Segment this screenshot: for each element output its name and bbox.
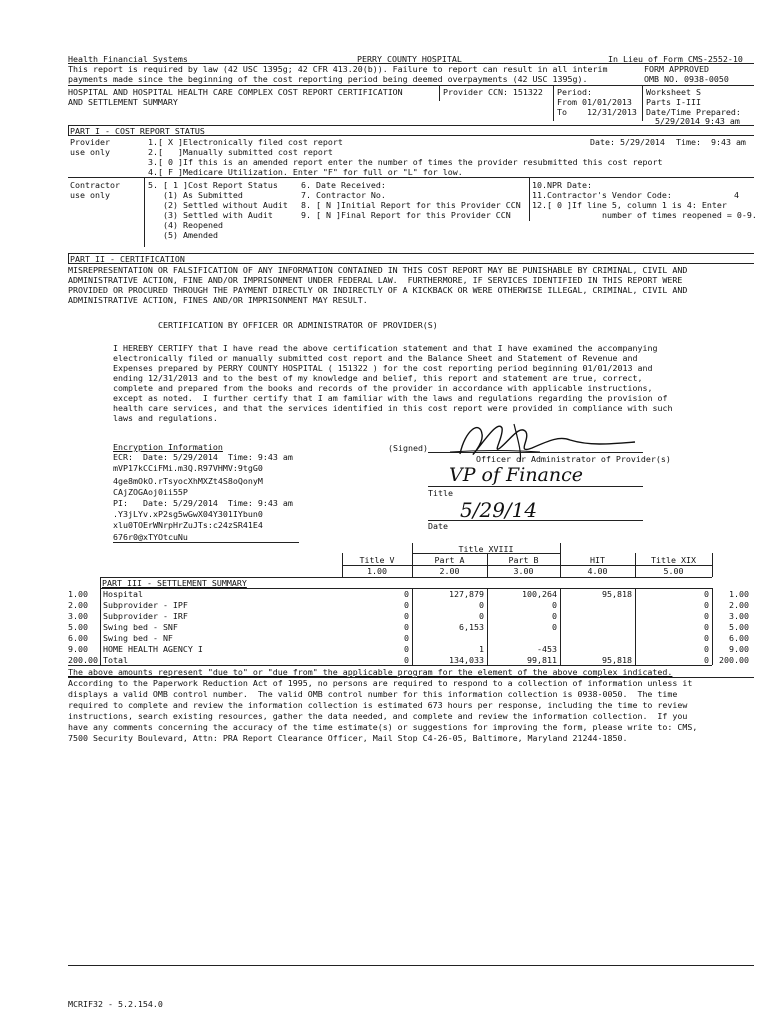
row-value: 0 <box>704 611 709 621</box>
contractor-5-3: (3) Settled with Audit <box>163 210 273 220</box>
row-label: Subprovider - IPF <box>103 600 188 610</box>
org-name: Health Financial Systems <box>68 54 188 64</box>
row-value: 134,033 <box>449 655 484 665</box>
form-approved: FORM APPROVED <box>644 64 709 74</box>
settlement-note: The above amounts represent "due to" or "due from" the applicable program for the element of the above complex indicated. <box>68 667 673 677</box>
officer-label: Officer or Administrator of Provider(s) <box>476 454 671 464</box>
warning-line-3: PROVIDED OR PROCURED THROUGH THE PAYMENT DIRECTLY OR INDIRECTLY OF A KICKBACK OR WERE OTHERWISE ILLEGAL, CRIMINAL, CIVIL AND <box>68 285 688 295</box>
col-header-4: HIT <box>590 555 605 565</box>
cert-statement-8: laws and regulations. <box>113 413 218 423</box>
row-value: 0 <box>704 600 709 610</box>
col-num-1: 1.00 <box>367 566 387 576</box>
encryption-ecr-code-1: mVP17kCCiFMi.m3Q.R97VHMV:9tgG0 <box>113 463 263 473</box>
contractor-9: 9. [ N ]Final Report for this Provider CCN <box>301 210 511 220</box>
paperwork-line-6: 7500 Security Boulevard, Attn: PRA Report Clearance Officer, Mail Stop C4-26-05, Baltimore, Maryland 21244-1850. <box>68 733 628 743</box>
col-num-4: 4.00 <box>587 566 608 576</box>
part3-title: PART III - SETTLEMENT SUMMARY <box>102 578 247 588</box>
contractor-5-1: (1) As Submitted <box>163 190 243 200</box>
warning-line-2: ADMINISTRATIVE ACTION, FINE AND/OR IMPRISONMENT UNDER FEDERAL LAW. FURTHERMORE, IF SERVICES IDENTIFIED IN THIS REPORT WERE <box>68 275 683 285</box>
paperwork-line-4: instructions, search existing resources, gather the data needed, and complete and review the information collection. If you <box>68 711 688 721</box>
col-num-3: 3.00 <box>513 566 534 576</box>
contractor-5: 5. [ 1 ]Cost Report Status <box>148 180 278 190</box>
cert-statement-6: except as noted. I further certify that I am familiar with the laws and regulations regarding the provision of <box>113 393 668 403</box>
row-value: 0 <box>704 589 709 599</box>
status-time: Time: 9:43 am <box>676 137 746 147</box>
paperwork-line-5: have any comments concerning the accuracy of the time estimate(s) or suggestions for improving the form, please write to: CMS, <box>68 722 698 732</box>
encryption-title: Encryption Information <box>113 442 223 452</box>
encryption-ecr: ECR: Date: 5/29/2014 Time: 9:43 am <box>113 452 293 462</box>
encryption-pi-code-3: 676r0@xTYOtcuNu <box>113 532 188 542</box>
row-value: 0 <box>704 633 709 643</box>
date-label: Date <box>428 521 448 531</box>
cert-statement-5: complete and prepared from the books and records of the provider in accordance with applicable instructions, <box>113 383 653 393</box>
status-line-1: 1.[ X ]Electronically filed cost report <box>148 137 343 147</box>
row-label: HOME HEALTH AGENCY I <box>103 644 203 654</box>
row-value: 0 <box>704 644 709 654</box>
row-value: 0 <box>404 644 409 654</box>
title-label: Title <box>428 488 453 498</box>
row-value: 0 <box>552 622 557 632</box>
vendor-code-value: 4 <box>734 190 739 200</box>
title-xviii-header: Title XVIII <box>458 544 514 554</box>
row-number: 5.00 <box>68 622 88 632</box>
provider-use-label: Provider <box>70 137 110 147</box>
paperwork-line-1: According to the Paperwork Reduction Act of 1995, no persons are required to respond to a collection of information unless it <box>68 678 693 688</box>
row-label: Hospital <box>103 589 143 599</box>
row-value: 0 <box>704 655 709 665</box>
warning-line-4: ADMINISTRATIVE ACTION, FINES AND/OR IMPRISONMENT MAY RESULT. <box>68 295 368 305</box>
row-label: Subprovider - IRF <box>103 611 188 621</box>
row-value: 0 <box>479 600 484 610</box>
worksheet-label: Worksheet S <box>646 87 701 97</box>
contractor-5-5: (5) Amended <box>163 230 218 240</box>
cert-statement-3: Expenses prepared by PERRY COUNTY HOSPITAL ( 151322 ) for the cost reporting period beginning 01/01/2013 and <box>113 363 653 373</box>
status-line-4: 4.[ F ]Medicare Utilization. Enter "F" for full or "L" for low. <box>148 167 463 177</box>
parts-label: Parts I-III <box>646 97 701 107</box>
date-prepared-label: Date/Time Prepared: <box>646 107 741 117</box>
row-number-right: 2.00 <box>729 600 749 610</box>
cert-title: HOSPITAL AND HOSPITAL HEALTH CARE COMPLEX COST REPORT CERTIFICATION <box>68 87 403 97</box>
handwritten-date: 5/29/14 <box>460 498 538 522</box>
row-value: 0 <box>552 611 557 621</box>
col-header-2: Part A <box>434 555 465 565</box>
row-value: 0 <box>552 600 557 610</box>
row-number: 1.00 <box>68 589 88 599</box>
signed-label: (Signed) <box>388 443 428 453</box>
row-label: Swing bed - NF <box>103 633 173 643</box>
row-label: Swing bed - SNF <box>103 622 178 632</box>
contractor-6: 6. Date Received: <box>301 180 386 190</box>
row-number: 200.00 <box>68 655 98 665</box>
period-to: To 12/31/2013 <box>557 107 637 117</box>
header-line1: This report is required by law (42 USC 1395g; 42 CFR 413.20(b)). Failure to report can result in all interim <box>68 64 608 74</box>
encryption-ecr-code-3: CAjZOGAoj0ii55P <box>113 487 188 497</box>
row-number-right: 5.00 <box>729 622 749 632</box>
row-value: 95,818 <box>602 655 632 665</box>
col-header-3: Part B <box>508 555 539 565</box>
col-num-5: 5.00 <box>663 566 684 576</box>
provider-use-label-2: use only <box>70 147 110 157</box>
col-header-5: Title XIX <box>651 555 696 565</box>
row-value: 99,811 <box>527 655 557 665</box>
cert-heading: CERTIFICATION BY OFFICER OR ADMINISTRATOR OF PROVIDER(S) <box>158 320 438 330</box>
paperwork-line-2: displays a valid OMB control number. The valid OMB control number for this information collection is 0938-0050. The time <box>68 689 678 699</box>
row-number: 6.00 <box>68 633 88 643</box>
contractor-5-2: (2) Settled without Audit <box>163 200 288 210</box>
hospital-name: PERRY COUNTY HOSPITAL <box>357 54 462 64</box>
row-value: -453 <box>537 644 557 654</box>
period-from: From 01/01/2013 <box>557 97 632 107</box>
status-line-2: 2.[ ]Manually submitted cost report <box>148 147 333 157</box>
paperwork-line-3: required to complete and review the information collection is estimated 673 hours per response, including the time to review <box>68 700 688 710</box>
cert-statement-2: electronically filed or manually submitted cost report and the Balance Sheet and Statement of Revenue and <box>113 353 638 363</box>
contractor-11: 11.Contractor's Vendor Code: <box>532 190 672 200</box>
row-value: 0 <box>404 633 409 643</box>
contractor-use-label-2: use only <box>70 190 110 200</box>
row-value: 6,153 <box>459 622 484 632</box>
warning-line-1: MISREPRESENTATION OR FALSIFICATION OF ANY INFORMATION CONTAINED IN THIS COST REPORT MAY BE PUNISHABLE BY CRIMINAL, CIVIL AND <box>68 265 688 275</box>
col-header-1: Title V <box>359 555 395 565</box>
cert-title-2: AND SETTLEMENT SUMMARY <box>68 97 178 107</box>
col-num-2: 2.00 <box>439 566 460 576</box>
cert-statement-7: health care services, and that the services identified in this cost report were provided in compliance with such <box>113 403 673 413</box>
period-label: Period: <box>557 87 592 97</box>
row-value: 0 <box>404 600 409 610</box>
row-number-right: 9.00 <box>729 644 749 654</box>
row-value: 0 <box>404 655 409 665</box>
handwritten-title: VP of Finance <box>449 464 584 486</box>
contractor-12-b: number of times reopened = 0-9. <box>602 210 757 220</box>
form-number: In Lieu of Form CMS-2552-10 <box>608 54 743 64</box>
contractor-12: 12.[ 0 ]If line 5, column 1 is 4: Enter <box>532 200 727 210</box>
row-value: 1 <box>479 644 484 654</box>
encryption-pi-code-1: .Y3jLYv.xP2sg5wGwX04Y301IYbun0 <box>113 509 263 519</box>
row-value: 100,264 <box>522 589 557 599</box>
contractor-10: 10.NPR Date: <box>532 180 592 190</box>
row-label: Total <box>103 655 128 665</box>
part1-title: PART I - COST REPORT STATUS <box>70 126 205 136</box>
contractor-5-4: (4) Reopened <box>163 220 223 230</box>
footer-code: MCRIF32 - 5.2.154.0 <box>68 999 163 1009</box>
row-value: 95,818 <box>602 589 632 599</box>
date-prepared-value: 5/29/2014 9:43 am <box>655 116 740 126</box>
status-date: Date: 5/29/2014 <box>590 137 665 147</box>
row-value: 0 <box>404 622 409 632</box>
contractor-7: 7. Contractor No. <box>301 190 386 200</box>
row-value: 0 <box>479 611 484 621</box>
row-number-right: 1.00 <box>729 589 749 599</box>
row-value: 0 <box>404 611 409 621</box>
row-value: 127,879 <box>449 589 484 599</box>
encryption-pi: PI: Date: 5/29/2014 Time: 9:43 am <box>113 498 293 508</box>
provider-ccn: Provider CCN: 151322 <box>443 87 543 97</box>
row-number: 3.00 <box>68 611 88 621</box>
header-line2: payments made since the beginning of the cost reporting period being deemed overpayments (42 USC 1395g). <box>68 74 588 84</box>
row-number-right: 6.00 <box>729 633 749 643</box>
row-number-right: 200.00 <box>719 655 749 665</box>
row-value: 0 <box>704 622 709 632</box>
status-line-3: 3.[ 0 ]If this is an amended report enter the number of times the provider resubmitted this cost report <box>148 157 663 167</box>
contractor-8: 8. [ N ]Initial Report for this Provider CCN <box>301 200 521 210</box>
omb-number: OMB NO. 0938-0050 <box>644 74 729 84</box>
row-value: 0 <box>404 589 409 599</box>
encryption-ecr-code-2: 4ge8mOkO.rTsyocXhMXZt4S8oQonyM <box>113 476 263 486</box>
cert-statement-1: I HEREBY CERTIFY that I have read the above certification statement and that I have examined the accompanying <box>113 343 658 353</box>
contractor-use-label: Contractor <box>70 180 120 190</box>
row-number: 9.00 <box>68 644 88 654</box>
cert-statement-4: ending 12/31/2013 and to the best of my knowledge and belief, this report and statement are true, correct, <box>113 373 643 383</box>
part2-title: PART II - CERTIFICATION <box>70 254 185 264</box>
row-number: 2.00 <box>68 600 88 610</box>
row-number-right: 3.00 <box>729 611 749 621</box>
encryption-pi-code-2: xlu0TOErWNrpHrZuJTs:c24zSR41E4 <box>113 520 263 530</box>
